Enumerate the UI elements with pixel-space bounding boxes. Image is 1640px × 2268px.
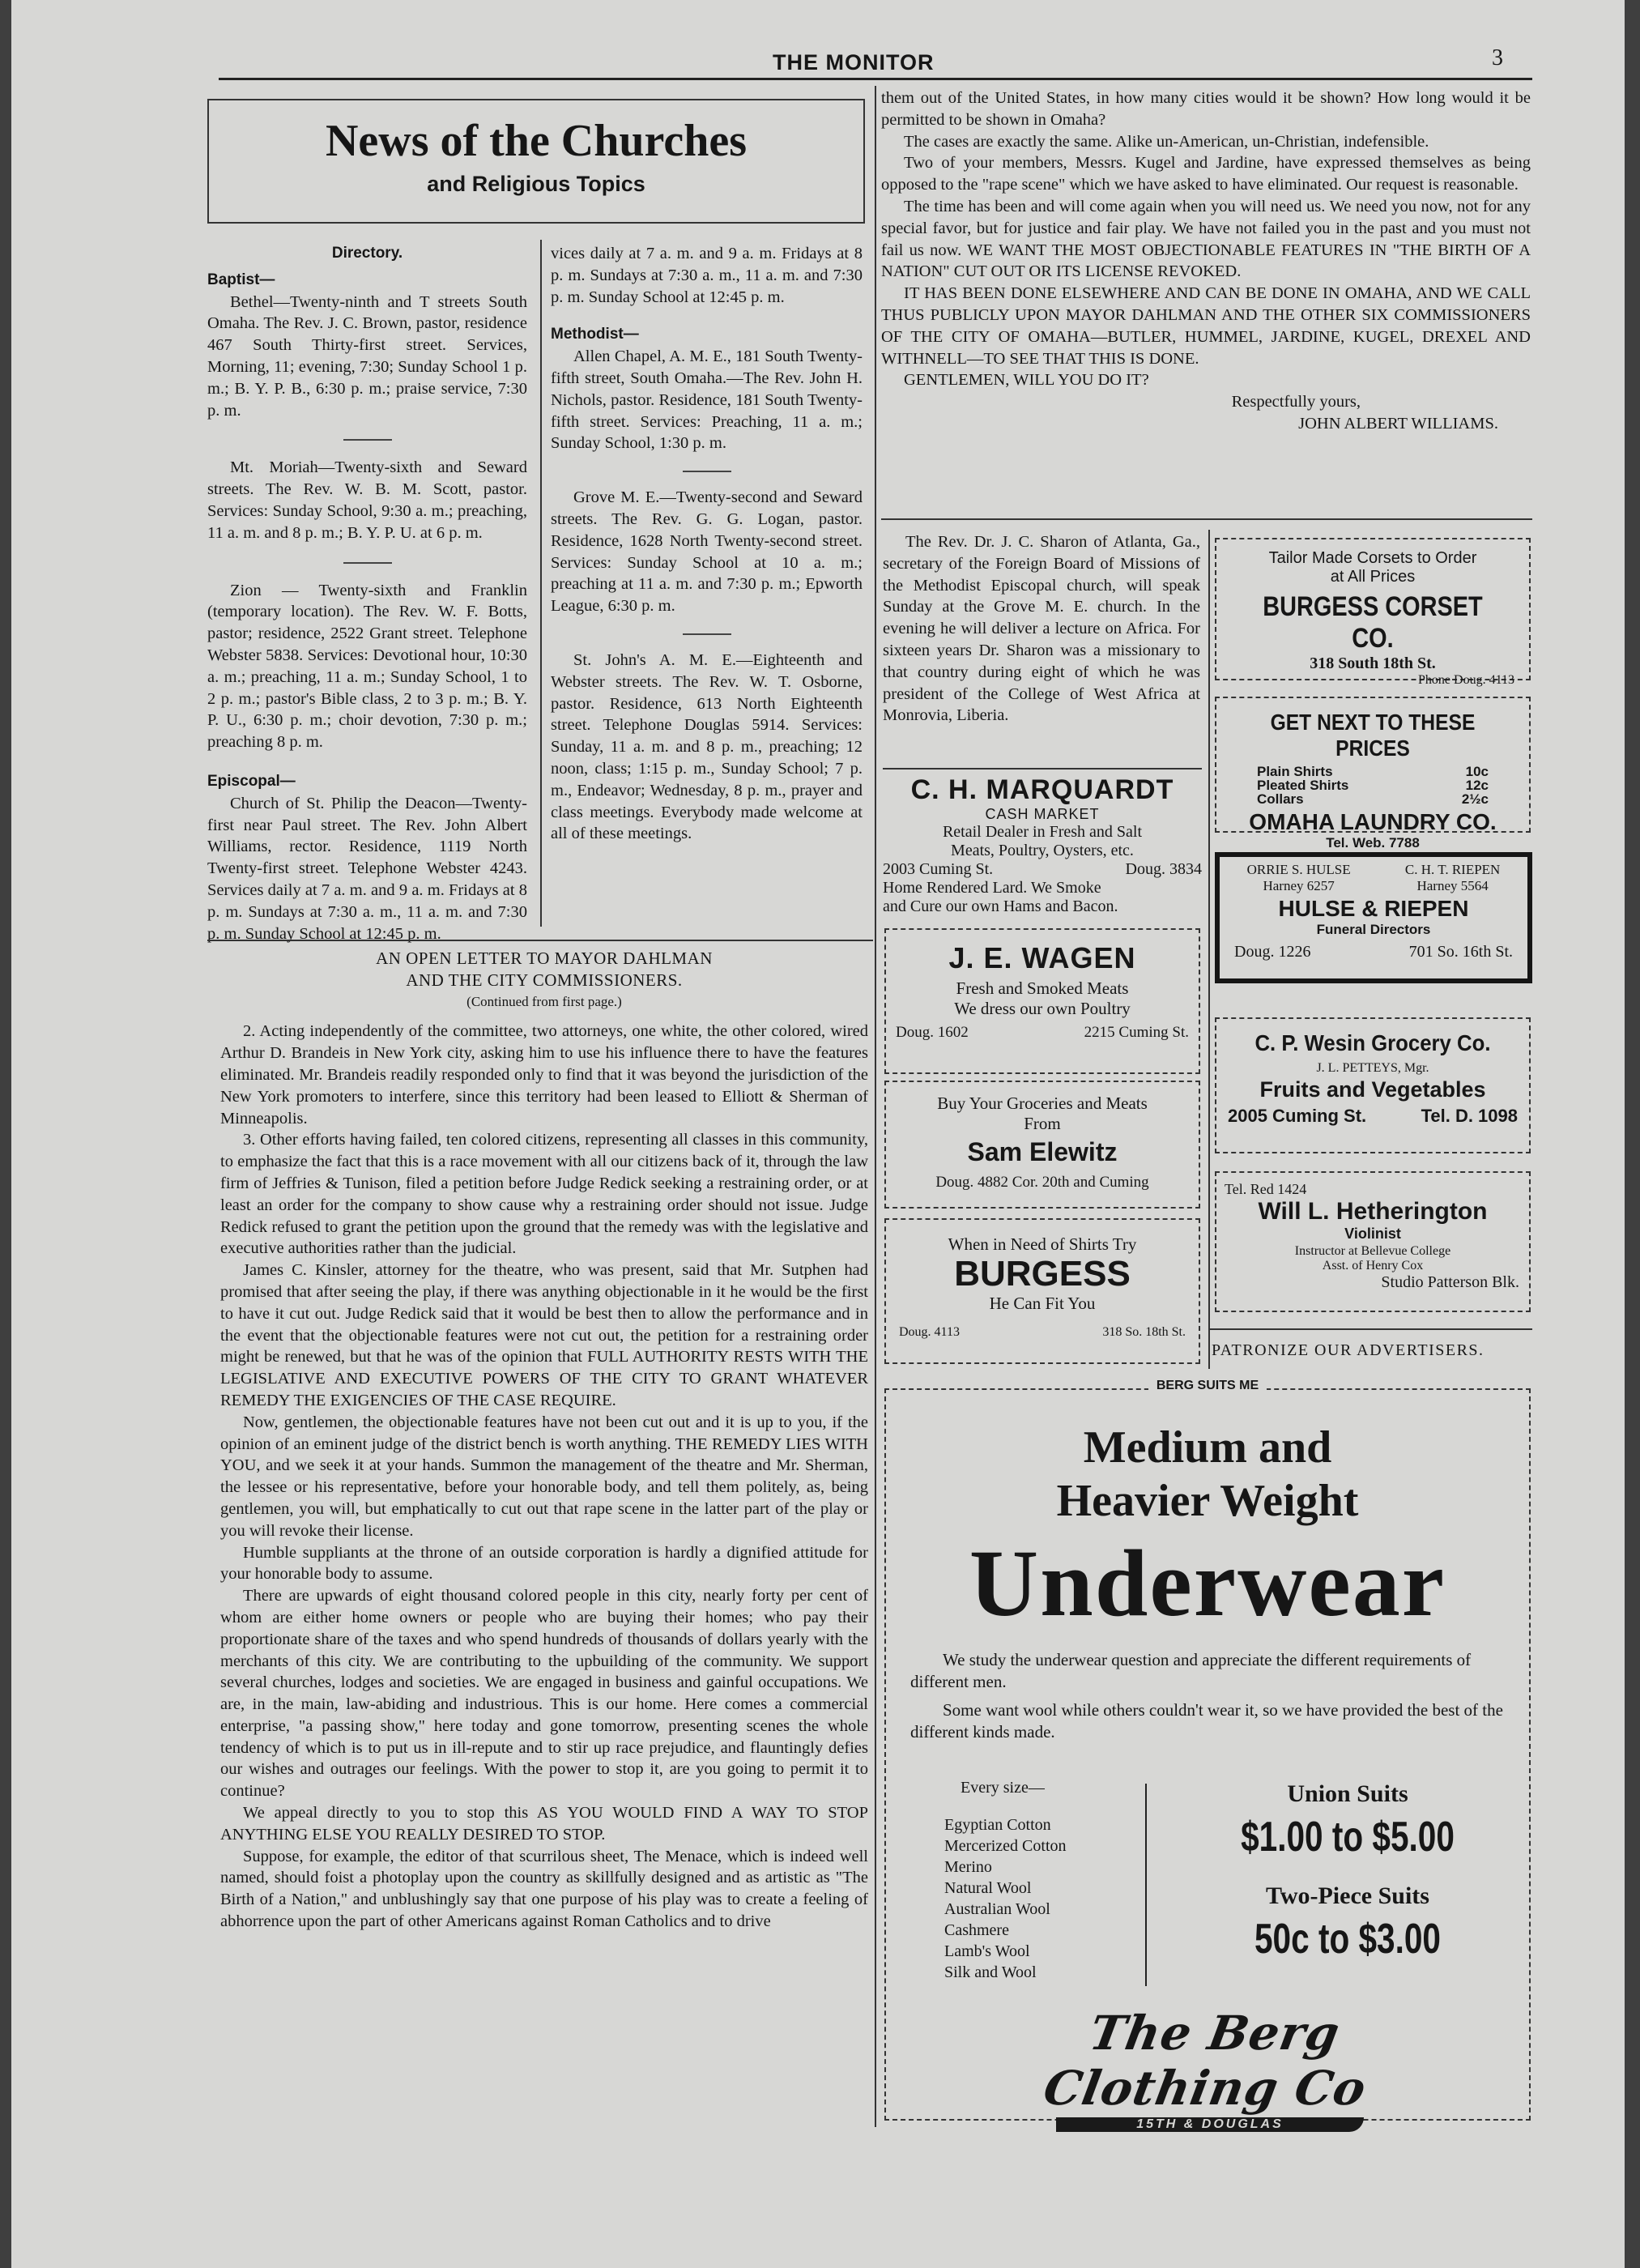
- burgess-shirts-address: 318 So. 18th St.: [1102, 1325, 1186, 1339]
- wagen-ad: [884, 928, 1200, 1074]
- letter-paragraph: 3. Other efforts having failed, ten colored citizens, representing all classes in this community, to emphasize the fact that this is a race movement with all our citizens back of it, through the law firm of Jeffries & Tunison, filed a petition before Judge Redick seeking a restraining order, or at least an order for the company to show cause why a restraining order should not issue. Judge Redick refused to grant the petition upon the ground that the remedy was with the legislative and executive authorities rather than the judicial.: [220, 1131, 868, 1258]
- wesin-contact-row: [1216, 1102, 1529, 1127]
- wagen-name: J. E. WAGEN: [948, 941, 1136, 974]
- corset-ad: [1215, 538, 1531, 687]
- letter-closing: Respectfully yours,: [1231, 393, 1361, 411]
- marquardt-ad: [883, 768, 1202, 920]
- two-piece-price: 50c to $3.00: [1254, 1916, 1442, 1963]
- bethel-listing: Bethel—Twenty-ninth and T streets South Omaha. The Rev. J. C. Brown, pastor, residence 467 South Thirty-first street. Services, Morning, 11; evening, 7:30; Sunday School 1 p. m.; B. Y. P. B., 6:30 p. m.; praise service, 7:30 p. m.: [207, 292, 527, 420]
- masthead-title: THE MONITOR: [773, 50, 935, 75]
- newspaper-page: [11, 0, 1625, 2268]
- marquardt-sub: CASH MARKET: [985, 806, 1100, 822]
- berg-size-item: Egyptian Cotton: [944, 1816, 1051, 1834]
- separator: [683, 633, 731, 635]
- st-johns-listing: St. John's A. M. E.—Eighteenth and Webster streets. The Rev. W. T. Osborne, pastor. Residence, 613 North Eighteenth street. Telephone Douglas 5914. Services: Sunday, 11 a. m. and 8 p. m., preaching; 12 noon, class; 1:15 p. m., Sunday School; 7 p. m., Endeavor; Wednesday, 8 p. m., prayer and class meetings. Everybody made welcome at all of these meetings.: [551, 650, 863, 843]
- wesin-address: 2005 Cuming St.: [1228, 1106, 1367, 1126]
- wagen-phone: Doug. 1602: [896, 1024, 969, 1041]
- berg-logo-script: The Berg Clothing Co: [1039, 2006, 1371, 2116]
- elewitz-line: From: [1024, 1114, 1061, 1133]
- union-suits-price: $1.00 to $5.00: [1241, 1814, 1455, 1861]
- letter-paragraph: James C. Kinsler, attorney for the theatre, who was present, said that Mr. Sutphen had promised that after seeing the play, if there was anything objectionable in it he would be the first to have it cut out. Judge Redick said that it would be best then to allow the performance and in the event that the objectionable features were not cut out, the petition for a restraining order might be renewed, but that he was of the opinion that FULL AUTHORITY RESTS WITH THE LEGISLATIVE AND EXECUTIVE POWERS OF THE CITY TO GRANT WHATEVER REMEDY THE EXIGENCIES OF THE CASE REQUIRE.: [220, 1261, 868, 1409]
- letter-paragraph: IT HAS BEEN DONE ELSEWHERE AND CAN BE DONE IN OMAHA, AND WE CALL THUS PUBLICLY UPON MAYOR DAHLMAN AND THE OTHER SIX COMMISSIONERS OF THE CITY OF OMAHA—BUTLER, HUMMEL, JARDINE, KUGEL, DREXEL AND WITHNELL—TO SEE THAT THIS IS DONE.: [881, 284, 1531, 368]
- hetherington-name: Will L. Hetherington: [1258, 1198, 1488, 1225]
- allen-chapel-listing: Allen Chapel, A. M. E., 181 South Twenty-fifth street, South Omaha.—The Rev. John H. Nichols, pastor. Residence, 181 South Twenty-fifth street. Services: Preaching, 11 a. m.; Sunday School, 1:30 p. m.: [551, 347, 863, 453]
- corset-line: at All Prices: [1330, 568, 1416, 586]
- laundry-ad: [1215, 697, 1531, 850]
- letter-paragraph: The cases are exactly the same. Alike un-American, un-Christian, indefensible.: [904, 132, 1429, 151]
- churches-title: News of the Churches: [325, 116, 748, 166]
- zion-listing: Zion — Twenty-sixth and Franklin (temporary location). The Rev. W. F. Botts, pastor; residence, 2522 Grant street. Telephone Webster 5838. Services: Devotional hour, 10:30 a. m.; preaching, 11 a. m.; Sunday School, 1 to 2 p. m.; pastor's Bible class, 2 to 3 p. m.; B. Y. P. U., 6:30 p. m.; choir devotion, 7:30 p. m.; preaching 8 p. m.: [207, 581, 527, 752]
- hulse-phone: Doug. 1226: [1234, 943, 1311, 961]
- letter-paragraph: Humble suppliants at the throne of an outside corporation is hardly a dignified attitude for your honorable body to assume.: [220, 1543, 868, 1584]
- marquardt-line: Retail Dealer in Fresh and Salt: [942, 823, 1143, 841]
- churches-subtitle: and Religious Topics: [427, 172, 645, 196]
- laundry-price: 2½c: [1461, 791, 1489, 807]
- corset-name: BURGESS CORSET CO.: [1263, 591, 1483, 654]
- two-piece-heading: Two-Piece Suits: [1266, 1882, 1429, 1909]
- masthead-rule: [219, 78, 1532, 80]
- letter-paragraph: Now, gentlemen, the objectionable features have not been cut out and it is up to you, if the opinion of an eminent judge of the district bench is worth anything. THE REMEDY LIES WITH YOU, and we seek it at your hands. Summon the management of the theatre and Mr. Sherman, the lessee or his representative, before your honorable body, and tell them politely, as, being gentlemen, you will, but emphatically to cut out that rape scene in the latter part of the play or you will revoke their license.: [220, 1413, 868, 1540]
- riepen-partner: [1405, 862, 1500, 894]
- berg-logo: [967, 2006, 1453, 2132]
- laundry-phone: Tel. Web. 7788: [1326, 835, 1420, 850]
- berg-top-text: BERG SUITS ME: [1148, 1379, 1267, 1392]
- berg-headline-2: Heavier Weight: [1056, 1476, 1359, 1526]
- berg-size-item: Mercerized Cotton: [944, 1837, 1067, 1855]
- marquardt-name: C. H. MARQUARDT: [910, 774, 1174, 805]
- marquardt-address: 2003 Cuming St.: [883, 860, 994, 878]
- laundry-price-list: [1216, 761, 1529, 806]
- berg-size-item: Lamb's Wool: [944, 1942, 1030, 1960]
- union-suits-heading: Union Suits: [1287, 1780, 1408, 1807]
- separator: [683, 471, 731, 472]
- baptist-heading: Baptist—: [207, 271, 275, 288]
- berg-size-items: [944, 1814, 1067, 1983]
- berg-size-item: Cashmere: [944, 1921, 1009, 1939]
- berg-headline-1: Medium and: [1083, 1422, 1332, 1473]
- hetherington-line: Studio Patterson Blk.: [1381, 1273, 1519, 1291]
- hetherington-tel: Tel. Red 1424: [1225, 1181, 1307, 1197]
- hulse-sub: Funeral Directors: [1316, 922, 1431, 937]
- hetherington-line: Instructor at Bellevue College: [1294, 1244, 1451, 1258]
- berg-logo-address: 15TH & DOUGLAS: [1136, 2117, 1284, 2131]
- sharon-text: The Rev. Dr. J. C. Sharon of Atlanta, Ga., secretary of the Foreign Board of Missions of the Methodist Episcopal church, will speak Sunday at the Grove M. E. church. In the evening he will deliver a lecture on Africa. For sixteen years Dr. Sharon was a missionary to that country during eight of which he was president of the College of West Africa at Monrovia, Liberia.: [883, 533, 1200, 725]
- letter-paragraph: Two of your members, Messrs. Kugel and Jardine, have expressed themselves as being opposed to the "rape scene" which we have asked to have eliminated. Our request is reasonable.: [881, 154, 1531, 194]
- berg-size-item: Silk and Wool: [944, 1963, 1037, 1981]
- partner-phone: Harney 6257: [1263, 878, 1335, 893]
- elewitz-ad: [884, 1081, 1200, 1209]
- letter-paragraph: 2. Acting independently of the committee, two attorneys, one white, the other colored, wired Arthur D. Brandeis in New York city, asking him to use his influence there to have the features eliminated. Mr. Brandeis readily responded only to find that it was beyond the jurisdiction of the New York promoters to interfere, since this territory had been leased to Elliott & Sherman of Minneapolis.: [220, 1022, 868, 1128]
- patronize-line: PATRONIZE OUR ADVERTISERS.: [1212, 1341, 1485, 1359]
- wesin-ad: [1215, 1017, 1531, 1153]
- wagen-contact-row: [886, 1019, 1199, 1042]
- burgess-shirts-ad: [884, 1218, 1200, 1364]
- berg-size-item: Natural Wool: [944, 1879, 1032, 1897]
- hulse-partners-row: [1220, 862, 1527, 894]
- laundry-price: 10c: [1465, 764, 1489, 779]
- corset-address: 318 South 18th St.: [1310, 654, 1436, 672]
- hetherington-line: Asst. of Henry Cox: [1322, 1259, 1424, 1273]
- elewitz-name: Sam Elewitz: [967, 1137, 1118, 1166]
- grove-listing: Grove M. E.—Twenty-second and Seward streets. The Rev. G. G. Logan, pastor. Residence, 1628 North Twenty-second street. Services: Sunday School at 10 a. m.; preaching at 11 a. m. and 7:30 p. m.; Epworth League, 6:30 p. m.: [551, 488, 863, 616]
- berg-size-item: Merino: [944, 1858, 992, 1876]
- berg-size-item: Australian Wool: [944, 1900, 1050, 1918]
- brace-icon: [1145, 1784, 1158, 1986]
- st-philip-listing: Church of St. Philip the Deacon—Twenty-first near Paul street. The Rev. John Albert Williams, rector. Residence, 1119 North Twenty-first street. Telephone Webster 4243. Services daily at 7 a. m. and 9 a. m. Fridays at 8 p. m. Sundays at 7:30 a. m., 11 a. m. and 7:30 p. m. Sunday School at 12:45 p. m.: [207, 794, 527, 943]
- berg-top-line: [886, 1379, 1529, 1393]
- wagen-address: 2215 Cuming St.: [1084, 1024, 1189, 1041]
- letter-continued-note: (Continued from first page.): [466, 993, 622, 1009]
- berg-headline-3: Underwear: [969, 1530, 1446, 1636]
- corset-phone: Phone Doug. 4113: [1418, 673, 1514, 687]
- letter-title-line-1: AN OPEN LETTER TO MAYOR DAHLMAN: [376, 949, 713, 968]
- berg-text-2: Some want wool while others couldn't wear it, so we have provided the best of the different kinds made.: [910, 1700, 1503, 1742]
- marquardt-line: Home Rendered Lard. We Smoke: [883, 879, 1101, 897]
- sharon-notice: [883, 531, 1200, 727]
- wesin-phone: Tel. D. 1098: [1421, 1106, 1518, 1126]
- burgess-shirts-line: When in Need of Shirts Try: [948, 1234, 1137, 1254]
- letter-paragraph: Suppose, for example, the editor of that scurrilous sheet, The Menace, which is indeed well named, should foist a photoplay upon the country as skillfully designed and as artistic as "The Birth of a Nation," and unblushingly say that one purpose of his play was to create a feeling of abhorrence upon the part of other Americans against Roman Catholics and to drive: [220, 1847, 868, 1931]
- letter-paragraph: We appeal directly to you to stop this AS YOU WOULD FIND A WAY TO STOP ANYTHING ELSE YOU REALLY DESIRED TO STOP.: [220, 1804, 868, 1844]
- column-rule: [875, 86, 876, 2127]
- directory-heading: Directory.: [331, 245, 403, 262]
- berg-prices: [1178, 1780, 1518, 1963]
- letter-paragraph: There are upwards of eight thousand colored people in this city, nearly forty per cent of whom are either home owners or people who are buying their homes; who pay their proportionate share of the taxes and who spend hundreds of thousands of dollars yearly with the merchants of this city. We are contributing to the upbuilding of the community. We support several churches, lodges and societies. We are engaged in business and gainful occupations. We are, in the main, law-abiding and industrious. This is our home. Here comes a commercial enterprise, "a passing show," here today and gone tomorrow, presenting scenes the whole tendency of which is to put us in ill-repute and to stir up race prejudice, and flauntingly defies our wishes and outrages our feelings. With the power to stop it, are you going to permit it to continue?: [220, 1587, 868, 1801]
- berg-every-size: Every size—: [961, 1779, 1045, 1797]
- directory-column-2: [551, 243, 863, 845]
- marquardt-line: and Cure our own Hams and Bacon.: [883, 897, 1118, 915]
- episcopal-heading: Episcopal—: [207, 772, 296, 790]
- berg-ad: [884, 1379, 1531, 2131]
- marquardt-phone: Doug. 3834: [1125, 860, 1202, 878]
- berg-text-1: We study the underwear question and appreciate the different requirements of different men.: [910, 1650, 1472, 1691]
- separator: [343, 562, 392, 564]
- page-number: 3: [1492, 45, 1503, 70]
- letter-signature: JOHN ALBERT WILLIAMS.: [1298, 414, 1498, 433]
- separator: [343, 439, 392, 441]
- hulse-address: 701 So. 16th St.: [1408, 943, 1513, 961]
- laundry-price-row: [1257, 792, 1489, 806]
- column-rule: [1208, 530, 1210, 1369]
- letter-title-line-2: AND THE CITY COMMISSIONERS.: [406, 970, 683, 990]
- burgess-shirts-phone: Doug. 4113: [899, 1325, 960, 1339]
- wesin-name: C. P. Wesin Grocery Co.: [1254, 1030, 1491, 1055]
- wesin-line: Fruits and Vegetables: [1259, 1077, 1486, 1102]
- section-rule: [881, 518, 1532, 520]
- corset-line: Tailor Made Corsets to Order: [1268, 549, 1477, 567]
- hetherington-sub: Violinist: [1344, 1226, 1401, 1242]
- berg-logo-sub: [1056, 2117, 1364, 2132]
- moriah-listing: Mt. Moriah—Twenty-sixth and Seward streets. The Rev. W. B. M. Scott, pastor. Services: Sunday School, 9:30 a. m.; preaching, 11 a. m. and 8 p. m.; B. Y. P. U. at 6 p. m.: [207, 458, 527, 542]
- marquardt-line: Meats, Poultry, Oysters, etc.: [951, 842, 1134, 859]
- hulse-contact-row: [1220, 938, 1527, 961]
- open-letter-column: [220, 948, 868, 1933]
- partner-phone: Harney 5564: [1416, 878, 1489, 893]
- burgess-shirts-line: He Can Fit You: [989, 1294, 1096, 1313]
- hulse-riepen-ad: [1215, 852, 1532, 983]
- letter-paragraph: The time has been and will come again when you will need us. We need you now, not for any special favor, but for justice and fair play. We have not failed you in the past and you must not fail us now. WE WANT THE MOST OBJECTIONABLE FEATURES IN "THE BIRTH OF A NATION" CUT OUT OR ITS LICENSE REVOKED.: [881, 197, 1531, 281]
- column-rule: [540, 240, 542, 927]
- section-rule: [1208, 1328, 1532, 1330]
- section-rule: [207, 940, 873, 941]
- partner-name: ORRIE S. HULSE: [1246, 862, 1351, 877]
- marquardt-contact-row: [883, 860, 1202, 879]
- burgess-shirts-contact-row: [886, 1314, 1199, 1340]
- laundry-name: OMAHA LAUNDRY CO.: [1249, 809, 1497, 834]
- wesin-manager: J. L. PETTEYS, Mgr.: [1316, 1061, 1429, 1075]
- laundry-price-row: [1257, 778, 1489, 792]
- elewitz-line: Buy Your Groceries and Meats: [937, 1094, 1148, 1113]
- laundry-item: Collars: [1257, 791, 1304, 807]
- berg-sizes-list: [944, 1777, 1067, 1983]
- laundry-price: 12c: [1465, 778, 1489, 793]
- wagen-line: We dress our own Poultry: [954, 999, 1131, 1018]
- hetherington-ad: [1215, 1171, 1531, 1312]
- elewitz-address: Doug. 4882 Cor. 20th and Cuming: [935, 1174, 1149, 1191]
- st-philip-listing-continued: vices daily at 7 a. m. and 9 a. m. Fridays at 8 p. m. Sundays at 7:30 a. m., 11 a. m. and 7:30 p. m. Sunday School at 12:45 p. m.: [551, 245, 863, 306]
- laundry-item: Pleated Shirts: [1257, 778, 1349, 793]
- hulse-partner: [1247, 862, 1351, 894]
- directory-column-1: [207, 243, 527, 943]
- laundry-item: Plain Shirts: [1257, 764, 1333, 779]
- letter-continuation: [881, 87, 1531, 435]
- letter-paragraph: them out of the United States, in how many cities would it be shown? How long would it be permitted to be shown in Omaha?: [881, 89, 1531, 129]
- laundry-price-row: [1257, 765, 1489, 778]
- letter-paragraph: GENTLEMEN, WILL YOU DO IT?: [904, 371, 1149, 390]
- burgess-shirts-name: BURGESS: [954, 1254, 1131, 1294]
- hulse-name: HULSE & RIEPEN: [1278, 896, 1469, 921]
- partner-name: C. H. T. RIEPEN: [1404, 862, 1501, 877]
- methodist-heading: Methodist—: [551, 326, 639, 343]
- wagen-line: Fresh and Smoked Meats: [956, 978, 1129, 998]
- churches-heading-box: [207, 99, 865, 224]
- laundry-heading: GET NEXT TO THESE PRICES: [1270, 710, 1476, 761]
